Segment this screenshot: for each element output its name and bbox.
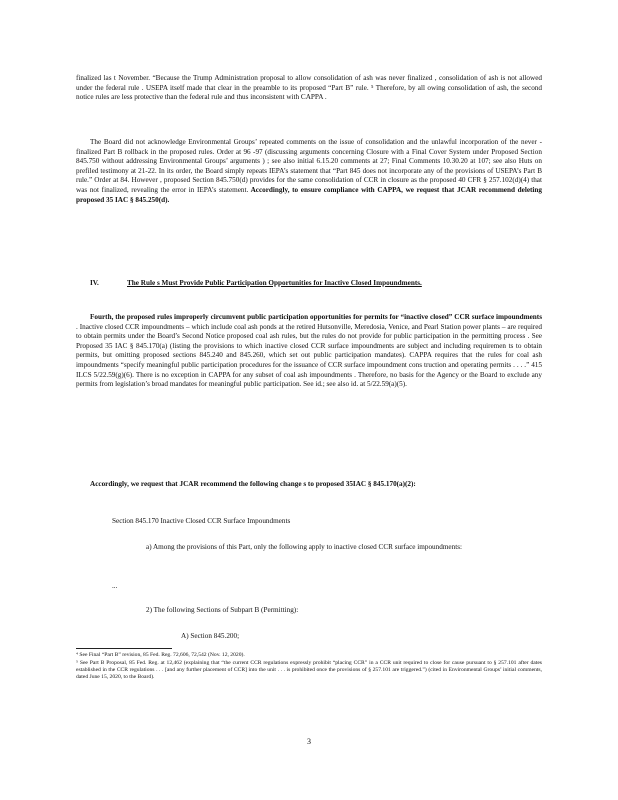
footnote-4: ⁴ See Final “Part B” revision, 85 Fed. Reg. 72,606, 72,542 (Nov. 12, 2020). [76, 652, 245, 658]
rule-ellipsis: ... [112, 582, 118, 590]
paragraph-consolidation-intro: finalized las t November. “Because the Trump Administration proposal to allow consolidation of ash was never finalized , consolidation of ash is not allowed under the federal rule . USEPA itself made that clear in the preamble to its proposed “Part B” rule. ⁵ Therefore, by all owing consolidation of ash, the second notice rules are less protective than the federal rule and thus inconsistent with CAPPA . [76, 74, 542, 102]
paragraph-board-order [76, 138, 542, 205]
rule-item-a: A) Section 845.200; [181, 632, 240, 640]
footnote-5: ⁵ See Part B Proposal, 85 Fed. Reg. at 12,462 (explaining that “the current CCR regulations expressly prohibit “placing CCR” in a CCR unit required to close for cause pursuant to § 257.101 after dates established in the CCR regulations . . . [and any further placement of CCR] into the unit . . . is prohibited once the provisions of § 257.101 are triggered.”) (cited in Environmental Groups’ initial comments, dated June 15, 2020, to the Board). [76, 660, 542, 681]
page-number: 3 [307, 737, 311, 746]
paragraph-public-participation-lead: Fourth, the proposed rules improperly circumvent public participation opportunities for permits for “inactive closed” CCR surface impoundments [90, 313, 542, 321]
rule-item-2: 2) The following Sections of Subpart B (Permitting): [146, 606, 299, 614]
footnote-divider [76, 648, 172, 649]
paragraph-public-participation [76, 313, 542, 390]
paragraph-board-order-text: The Board did not acknowledge Environmental Groups’ repeated comments on the issue of consolidation and the unlawful incorporation of the never -finalized Part B rollback in the proposed rules. Order at 96 -97 (discussing arguments concerning Closure with a Final Cover System under Proposed Section 845.750 without addressing Environmental Groups’ arguments ) ; see also initial 6.15.20 comments at 27; Final Comments 10.30.20 at 107; see also Huts on prefiled testimony at 21-22. In its order, the Board simply repeats IEPA’s statement that “Part 845 does not incorporate any of the provisions of USEPA’s Part B rule.” Order at 84. However , proposed Section 845.750(d) provides for the same consolidation of CCR in closure as the proposed 40 CFR § 257.102(d)(4) that was not finalized, revealing the error in IEPA’s statement. [76, 138, 542, 194]
request-change-845-170: Accordingly, we request that JCAR recommend the following change s to proposed 35IAC § 845.170(a)(2): [90, 480, 416, 488]
paragraph-public-participation-text: . Inactive closed CCR impoundments – which include coal ash ponds at the retired Hutsonville, Meredosia, Venice, and Pearl Station power plants – are required to obtain permits under the Board’s Second Notice proposed coal ash rules, but the rules do not provide for public participation in the permitting process . See Proposed 35 IAC § 845.170(a) (listing the provisions to which inactive closed CCR surface impoundments are subject and including requiremen ts to obtain permits, but omitting proposed sections 845.240 and 845.260, which set out public participation mandates). CAPPA requires that the rules for coal ash impoundments “specify meaningful public participation procedures for the issuance of CCR surface impoundment cons truction and operating permits . . . .” 415 ILCS 5/22.59(g)(6). There is no exception in CAPPA for any subset of coal ash impoundments . Therefore, no basis for the Agency or the Board to exclude any permits from legislation’s broad mandates for meaningful public participation. See id.; see also id. at 5/22.59(a)(5). [76, 322, 542, 389]
request-delete-845-250d: Accordingly, to ensure compliance with CAPPA, we request that JCAR recommend deleting proposed 35 IAC § 845.250(d). [76, 185, 543, 204]
heading-number: IV. [90, 279, 99, 287]
heading-title: The Rule s Must Provide Public Participation Opportunities for Inactive Closed Impoundments. [127, 279, 422, 287]
rule-subsection-a: a) Among the provisions of this Part, only the following apply to inactive closed CCR surface impoundments: [146, 543, 463, 551]
rule-section-title: Section 845.170 Inactive Closed CCR Surface Impoundments [112, 517, 291, 525]
